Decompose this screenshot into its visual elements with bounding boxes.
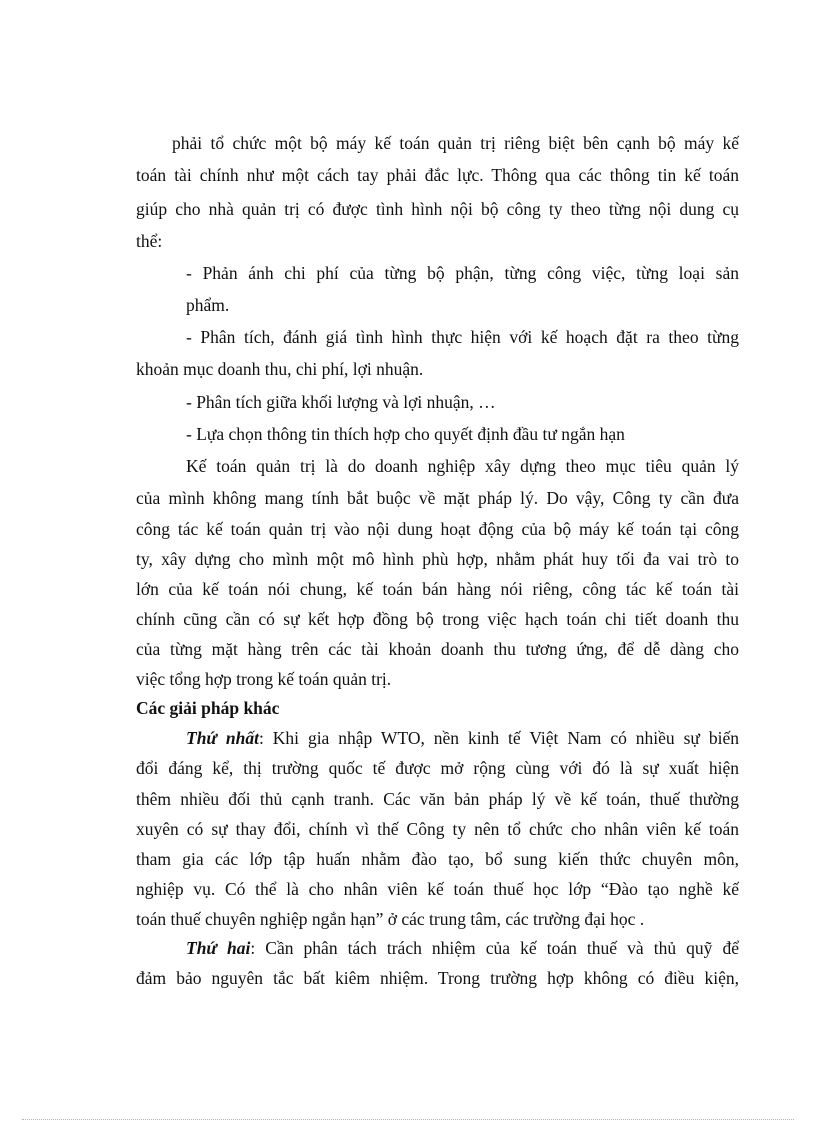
bullet-4: - Lựa chọn thông tin thích hợp cho quyết định đầu tư ngắn hạn xyxy=(186,424,625,444)
first-line-3: thêm nhiều đối thủ cạnh tranh. Các văn bản pháp lý về kế toán, thuế thường xyxy=(136,789,739,809)
second-line-2: đảm bảo nguyên tắc bất kiêm nhiệm. Trong trường hợp không có điều kiện, xyxy=(136,968,739,988)
para2-line-7: của từng mặt hàng trên các tài khoản doanh thu tương ứng, để dễ dàng cho xyxy=(136,639,739,659)
bullet-1-line-1: - Phản ánh chi phí của từng bộ phận, từng công việc, từng loại sản xyxy=(186,263,739,283)
intro-line-3: giúp cho nhà quản trị có được tình hình nội bộ công ty theo từng nội dung cụ xyxy=(136,199,739,219)
bullet-2-line-1: - Phân tích, đánh giá tình hình thực hiện với kế hoạch đặt ra theo từng xyxy=(186,327,739,347)
first-lead: Thứ nhất xyxy=(186,728,259,748)
first-line-5: tham gia các lớp tập huấn nhằm đào tạo, bổ sung kiến thức chuyên môn, xyxy=(136,849,739,869)
first-line-1 xyxy=(186,727,739,749)
footer-divider xyxy=(22,1119,794,1120)
bullet-1-line-2: phẩm. xyxy=(186,295,230,315)
para2-line-4: ty, xây dựng cho mình một mô hình phù hợp, nhằm phát huy tối đa vai trò to xyxy=(136,549,739,569)
first-line-7: toán thuế chuyên nghiệp ngắn hạn” ở các trung tâm, các trường đại học . xyxy=(136,909,645,929)
first-line-4: xuyên có sự thay đổi, chính vì thế Công ty nên tổ chức cho nhân viên kế toán xyxy=(136,819,739,839)
bullet-3: - Phân tích giữa khối lượng và lợi nhuận, … xyxy=(186,392,496,412)
intro-line-4: thể: xyxy=(136,231,163,251)
section-heading: Các giải pháp khác xyxy=(136,698,280,718)
first-line-6: nghiệp vụ. Có thể là cho nhân viên kế toán thuế học lớp “Đào tạo nghề kế xyxy=(136,879,739,899)
second-line-1-text: : Cần phân tách trách nhiệm của kế toán thuế và thủ quỹ để xyxy=(250,938,739,958)
para2-line-6: chính cũng cần có sự kết hợp đồng bộ trong việc hạch toán chi tiết doanh thu xyxy=(136,609,739,629)
second-line-1 xyxy=(186,937,739,959)
para2-line-5: lớn của kế toán nói chung, kế toán bán hàng nói riêng, công tác kế toán tài xyxy=(136,579,739,599)
intro-line-2: toán tài chính như một cách tay phải đắc lực. Thông qua các thông tin kế toán xyxy=(136,165,739,185)
para2-line-8: việc tổng hợp trong kế toán quản trị. xyxy=(136,669,392,689)
para2-line-2: của mình không mang tính bắt buộc về mặt pháp lý. Do vậy, Công ty cần đưa xyxy=(136,488,739,508)
para2-line-1: Kế toán quản trị là do doanh nghiệp xây dựng theo mục tiêu quản lý xyxy=(186,456,739,476)
intro-line-1: phải tổ chức một bộ máy kế toán quản trị riêng biệt bên cạnh bộ máy kế xyxy=(172,133,739,153)
first-line-1-text: : Khi gia nhập WTO, nền kinh tế Việt Nam có nhiều sự biến xyxy=(258,728,739,748)
second-lead: Thứ hai xyxy=(186,938,251,958)
para2-line-3: công tác kế toán quản trị vào nội dung hoạt động của bộ máy kế toán tại công xyxy=(136,519,739,539)
bullet-2-line-2: khoản mục doanh thu, chi phí, lợi nhuận. xyxy=(136,359,424,379)
first-line-2: đổi đáng kể, thị trường quốc tế được mở rộng cùng với đó là sự xuất hiện xyxy=(136,758,739,778)
